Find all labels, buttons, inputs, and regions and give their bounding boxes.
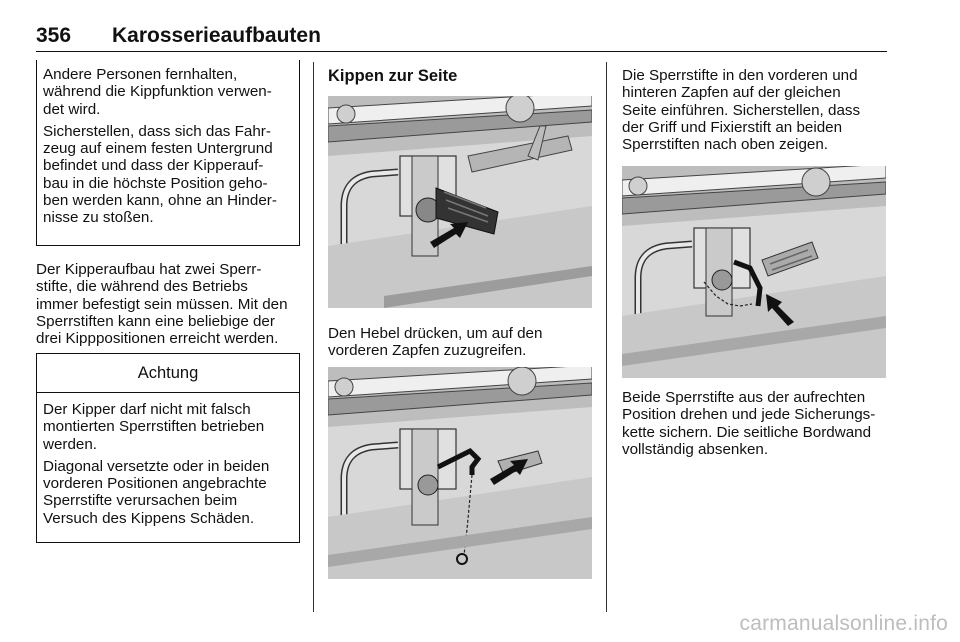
warning-paragraph: Der Kipper darf nicht mit falsch montierten Sperrstiften betrieben werden. xyxy=(43,401,265,453)
column-divider-1 xyxy=(313,62,314,612)
column-divider-2 xyxy=(606,62,607,612)
watermark-text: carmanualsonline.info xyxy=(739,612,948,635)
warning-paragraph: Diagonal versetzte oder in beiden vorderen Positionen angebrachte Sperrstifte verursachen beim Versuch des Kippens Schäden. xyxy=(43,457,270,527)
body-paragraph: Die Sperrstifte in den vorderen und hinteren Zapfen auf der gleichen Seite einführen. Sicherstellen, dass der Griff und Fixierstift an beiden Sperrstiften nach oben zeigen. xyxy=(622,67,861,154)
caution-paragraph: Sicherstellen, dass sich das Fahr- zeug auf einem festen Untergrund befindet und dass der Kipperauf- bau in die höchste Position geho- ben werden kann, ohne an Hinder- nisse zu stoßen. xyxy=(43,122,277,227)
warning-box xyxy=(36,353,300,543)
caution-paragraph: Andere Personen fernhalten, während die Kippfunktion verwen- det wird. xyxy=(43,66,272,118)
figure-caption: Den Hebel drücken, um auf den vorderen Zapfen zuzugreifen. xyxy=(328,325,543,360)
caution-box-continued xyxy=(36,60,300,246)
page-number: 356 xyxy=(36,24,72,47)
tipper-pin-rotated-illustration xyxy=(622,166,886,378)
section-heading: Kippen zur Seite xyxy=(328,67,458,85)
header-rule xyxy=(36,51,887,52)
body-paragraph: Der Kipperaufbau hat zwei Sperr- stifte, die während des Betriebs immer befestigt sein müssen. Mit den Sperrstiften kann eine beliebige der drei Kipppositionen erreicht werden. xyxy=(36,261,288,348)
section-title: Karosserieaufbauten xyxy=(112,24,321,47)
tipper-lever-illustration xyxy=(328,96,592,308)
body-paragraph: Beide Sperrstifte aus der aufrechten Position drehen und jede Sicherungs- kette sichern. Die seitliche Bordwand vollständig absenken. xyxy=(622,389,876,458)
warning-body xyxy=(37,393,299,527)
warning-title: Achtung xyxy=(37,354,299,393)
tipper-pin-chain-illustration xyxy=(328,367,592,579)
